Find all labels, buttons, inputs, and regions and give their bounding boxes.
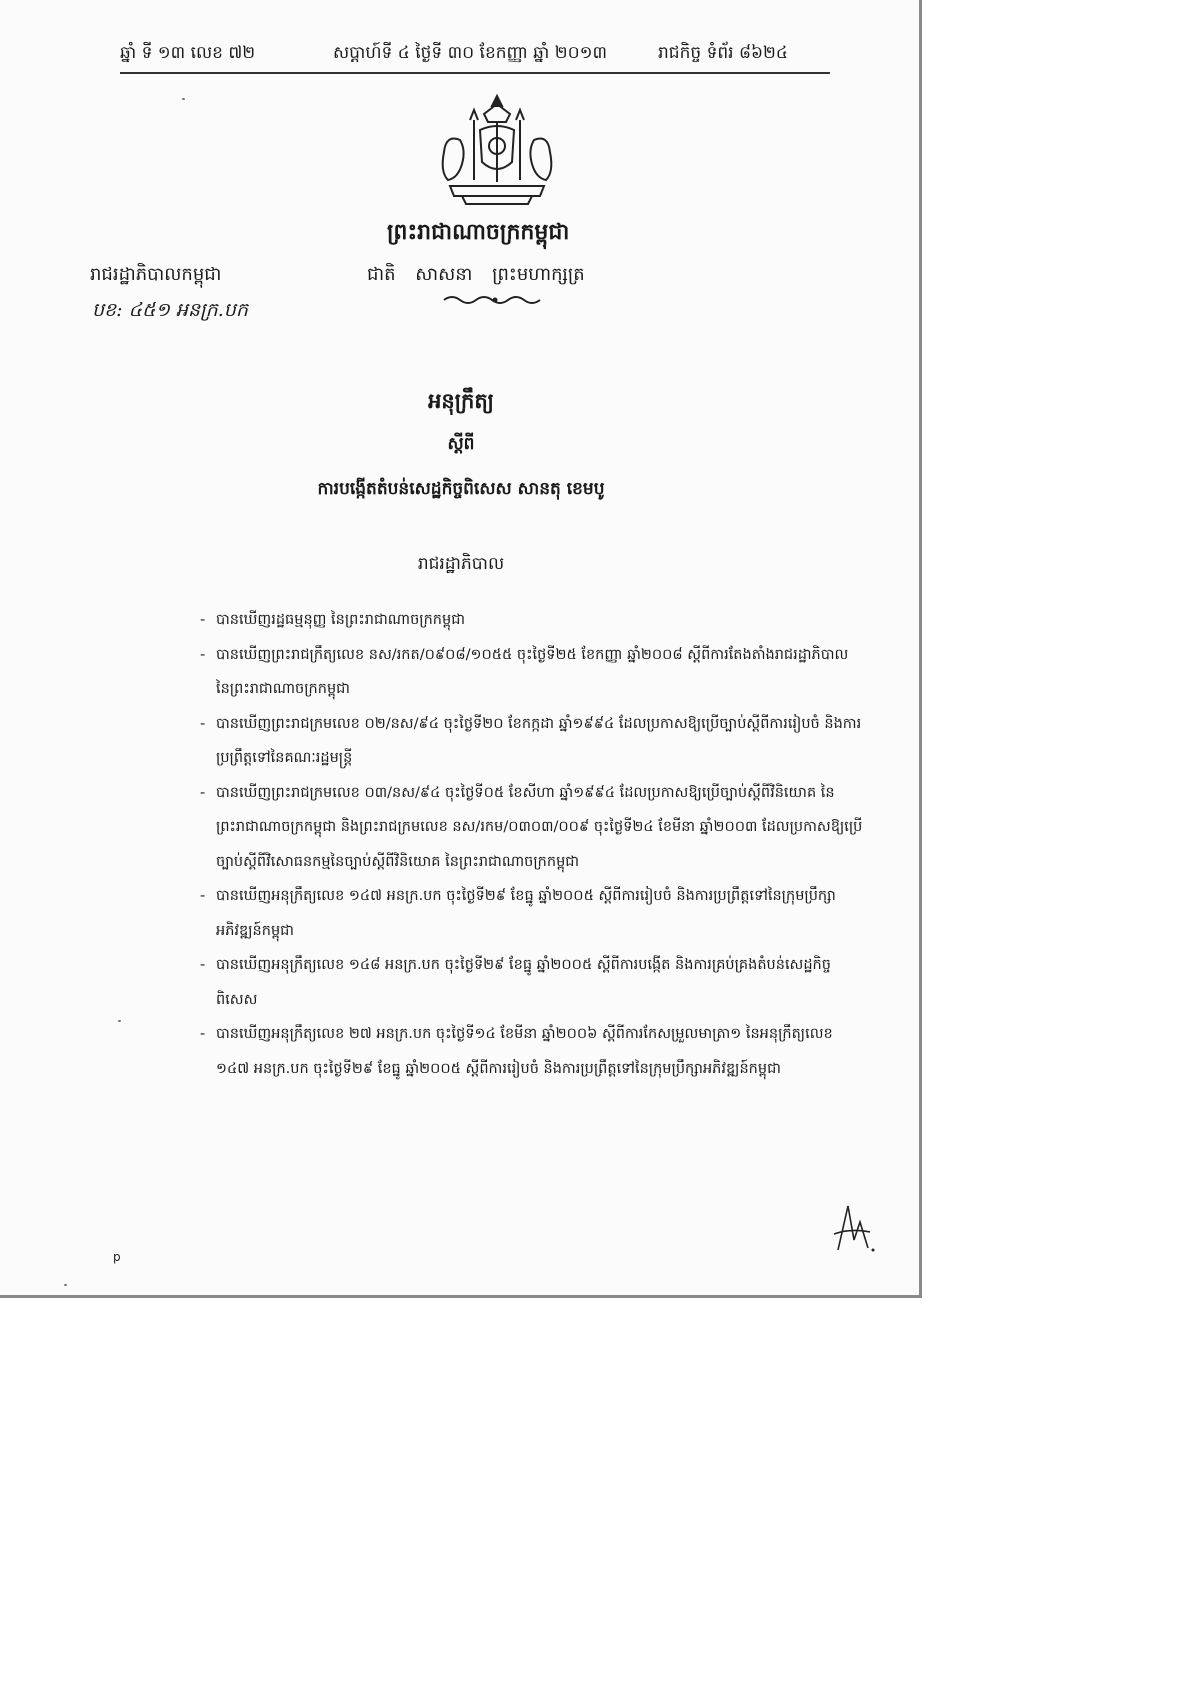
header-rule [120, 72, 830, 74]
national-motto: ជាតិ សាសនា ព្រះមហាក្សត្រ [367, 264, 585, 285]
ornament-divider-icon [440, 292, 550, 306]
scan-speck [182, 98, 185, 100]
header-date: សប្តាហ៍ទី ៤ ថ្ងៃទី ៣០ ខែកញ្ញា ឆ្នាំ ២០១៣ [333, 43, 608, 63]
kingdom-title: ព្រះរាជាណាចក្រកម្ពុជា [387, 220, 570, 245]
document-regarding: ស្តីពី [447, 434, 475, 454]
preamble-clause: - បានឃើញអនុក្រឹត្យលេខ ១៤៧ អនក្រ.បក ចុះថ្ងៃទី២៩ ខែធ្នូ ឆ្នាំ២០០៥ ស្តីពីការរៀបចំ និងការប្រព្រឹត្តទៅនៃក្រុមប្រឹក្សាអភិវឌ្ឍន៍កម្ពុជា [200, 888, 836, 939]
preamble-clause: - បានឃើញអនុក្រឹត្យលេខ ១៤៨ អនក្រ.បក ចុះថ្ងៃទី២៩ ខែធ្នូ ឆ្នាំ២០០៥ ស្តីពីការបង្កើត និងការគ្រប់គ្រងតំបន់សេដ្ឋកិច្ចពិសេស [200, 957, 831, 1008]
header-page: រាជកិច្ច ទំព័រ ៨៦២៤ [658, 43, 788, 63]
document-type: អនុក្រឹត្យ [428, 389, 494, 413]
document-subject: ការបង្កើតតំបន់សេដ្ឋកិច្ចពិសេស សានតុ ខេមបូ [317, 479, 605, 499]
header-volume: ឆ្នាំ ទី ១៣ លេខ ៧២ [120, 43, 256, 63]
preamble-clause: - បានឃើញព្រះរាជក្រឹត្យលេខ នស/រកត/០៩០៨/១០៥៥ ចុះថ្ងៃទី២៥ ខែកញ្ញា ឆ្នាំ២០០៨ ស្តីពីការតែងតាំងរាជរដ្ឋាភិបាល នៃព្រះរាជាណាចក្រកម្ពុជា [200, 646, 849, 697]
signature-initials-icon [828, 1200, 876, 1256]
scan-speck [118, 1020, 121, 1022]
document-issuer: រាជរដ្ឋាភិបាល [417, 554, 505, 574]
page-mark: p [113, 1250, 121, 1264]
preamble-clauses [200, 603, 865, 1086]
royal-coat-of-arms-icon [432, 92, 562, 210]
government-name: រាជរដ្ឋាភិបាលកម្ពុជា [90, 264, 222, 285]
document-number: បខ: ៤៥១ អនក្រ.បក [92, 299, 248, 321]
preamble-clause: - បានឃើញព្រះរាជក្រមលេខ ០២/នស/៩៤ ចុះថ្ងៃទី២០ ខែកក្កដា ឆ្នាំ១៩៩៤ ដែលប្រកាសឱ្យប្រើច្បាប់ស្តីពីការរៀបចំ និងការប្រព្រឹត្តទៅនៃគណៈរដ្ឋមន្ត្រី [200, 715, 862, 766]
scan-speck [64, 1284, 67, 1286]
preamble-clause: - បានឃើញព្រះរាជក្រមលេខ ០៣/នស/៩៤ ចុះថ្ងៃទី០៥ ខែសីហា ឆ្នាំ១៩៩៤ ដែលប្រកាសឱ្យប្រើច្បាប់ស្តីពីវិនិយោគ នៃព្រះរាជាណាចក្រកម្ពុជា និងព្រះរាជក្រមលេខ នស/រកម/០៣០៣/០០៩ ចុះថ្ងៃទី២៤ ខែមីនា ឆ្នាំ២០០៣ ដែលប្រកាសឱ្យប្រើច្បាប់ស្តីពីវិសោធនកម្មនៃច្បាប់ស្តីពីវិនិយោគ នៃព្រះរាជាណាចក្រកម្ពុជា [200, 784, 863, 870]
preamble-clause: - បានឃើញអនុក្រឹត្យលេខ ២៧ អនក្រ.បក ចុះថ្ងៃទី១៤ ខែមីនា ឆ្នាំ២០០៦ ស្តីពីការកែសម្រួលមាត្រា១ នៃអនុក្រឹត្យលេខ ១៤៧ អនក្រ.បក ចុះថ្ងៃទី២៩ ខែធ្នូ ឆ្នាំ២០០៥ ស្តីពីការរៀបចំ និងការប្រព្រឹត្តទៅនៃក្រុមប្រឹក្សាអភិវឌ្ឍន៍កម្ពុជា [200, 1026, 833, 1077]
preamble-clause: - បានឃើញរដ្ឋធម្មនុញ្ញ នៃព្រះរាជាណាចក្រកម្ពុជា [200, 612, 466, 628]
